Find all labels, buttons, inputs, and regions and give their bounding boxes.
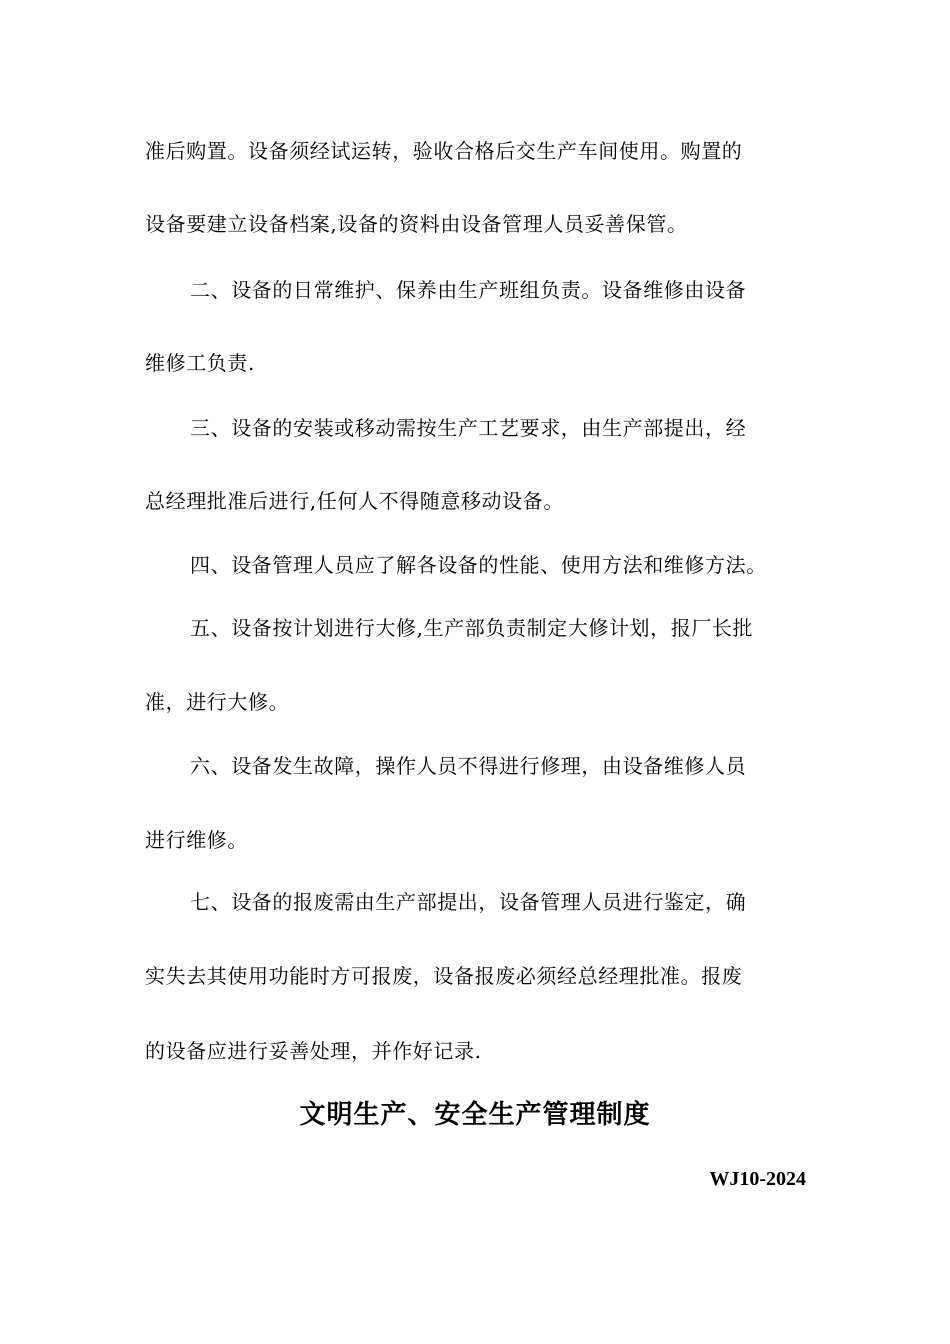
text-line: 六、设备发生故障，操作人员不得进行修理，由设备维修人员 xyxy=(190,754,747,778)
text-line: 五、设备按计划进行大修,生产部负责制定大修计划，报厂长批 xyxy=(190,616,754,640)
text-line: 三、设备的安装或移动需按生产工艺要求，由生产部提出，经 xyxy=(190,416,747,440)
text-line: 实失去其使用功能时方可报废，设备报废必须经总经理批准。报废 xyxy=(145,964,743,988)
text-line: 准，进行大修。 xyxy=(145,690,290,714)
text-line: 的设备应进行妥善处理，并作好记录. xyxy=(145,1039,482,1063)
text-line: 维修工负责. xyxy=(145,351,255,375)
text-line: 七、设备的报废需由生产部提出，设备管理人员进行鉴定，确 xyxy=(190,890,747,914)
text-line: 设备要建立设备档案,设备的资料由设备管理人员妥善保管。 xyxy=(145,212,688,236)
section-title: 文明生产、安全生产管理制度 xyxy=(299,1100,651,1130)
text-line: 四、设备管理人员应了解各设备的性能、使用方法和维修方法。 xyxy=(190,553,767,577)
text-line: 二、设备的日常维护、保养由生产班组负责。设备维修由设备 xyxy=(190,278,747,302)
text-line: 进行维修。 xyxy=(145,828,248,852)
document-code: WJ10-2024 xyxy=(709,1168,806,1190)
text-line: 总经理批准后进行,任何人不得随意移动设备。 xyxy=(145,489,564,513)
text-line: 准后购置。设备须经试运转，验收合格后交生产车间使用。购置的 xyxy=(145,139,743,163)
